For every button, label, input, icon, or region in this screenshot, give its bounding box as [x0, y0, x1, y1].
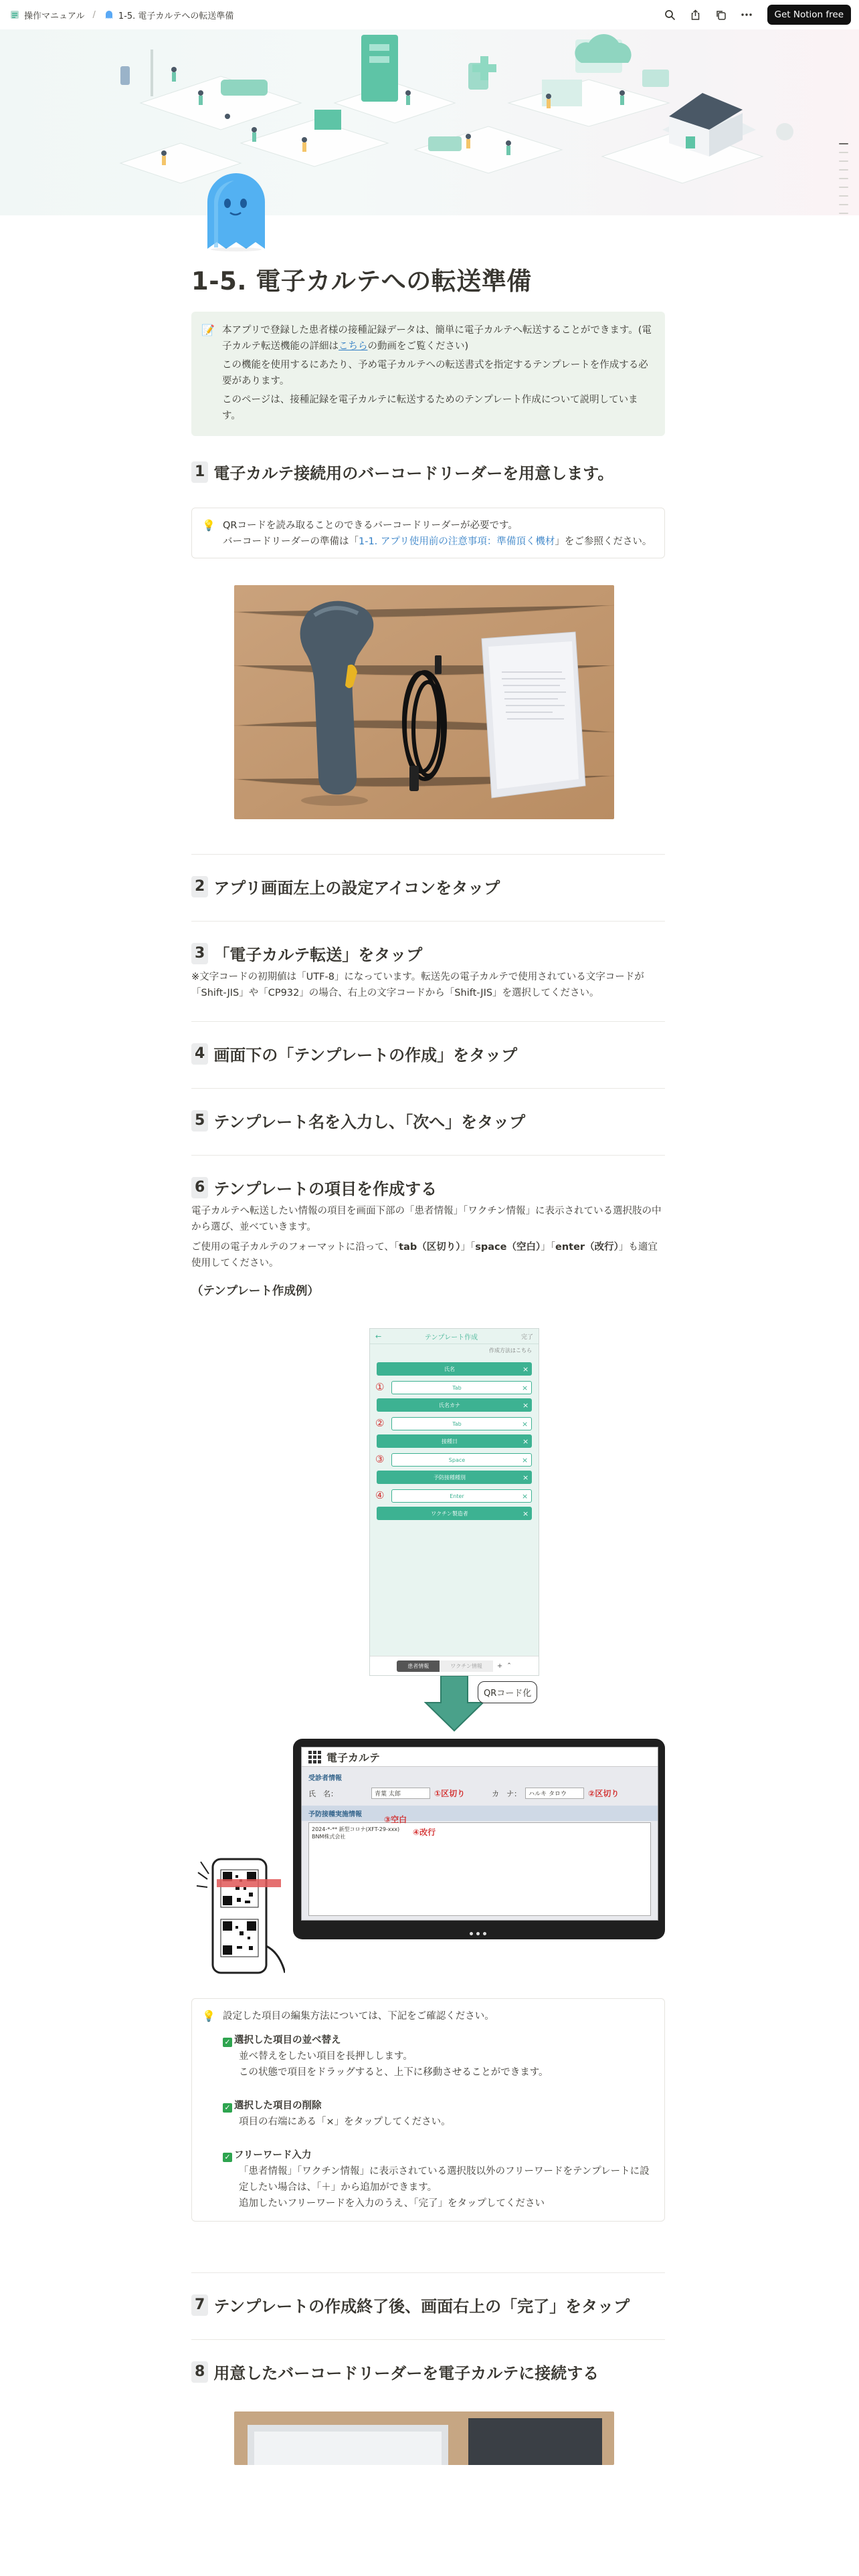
- step-2-heading: [191, 875, 665, 898]
- field-label: 接種日: [442, 1438, 458, 1444]
- more-icon[interactable]: [741, 9, 753, 21]
- field-box[interactable]: [377, 1398, 532, 1412]
- emr-title: 電子カルテ: [326, 1751, 381, 1764]
- annotation-1: ①区切り: [434, 1789, 466, 1798]
- intro-text-3: このページは、接種記録を電子カルテに転送するためのテンプレート作成について説明しています。: [222, 395, 638, 421]
- field-box[interactable]: [377, 1434, 532, 1448]
- number-badge: ③: [375, 1453, 385, 1465]
- reorder-heading: [223, 2032, 654, 2048]
- step-4-heading: [191, 1042, 665, 1065]
- barcode-note-1: QRコードを読み取ることのできるバーコードリーダーが必要です。: [223, 520, 518, 531]
- phone-title: テンプレート作成: [425, 1333, 478, 1341]
- field-item[interactable]: [374, 1434, 535, 1448]
- field-label: ワクチン製造者: [431, 1510, 468, 1517]
- equipment-link[interactable]: 1-1. アプリ使用前の注意事項：準備頂く機材: [359, 536, 555, 547]
- back-icon[interactable]: ←: [375, 1331, 382, 1341]
- para2-text: 」「: [460, 1242, 476, 1253]
- edit-help-callout: [191, 1998, 665, 2222]
- page-title: 1-5. 電子カルテへの転送準備: [191, 267, 532, 296]
- remove-icon[interactable]: ×: [522, 1364, 529, 1374]
- separator-box[interactable]: [391, 1381, 532, 1394]
- separator-label: Tab: [452, 1420, 462, 1427]
- enter-term: enter（改行）: [555, 1242, 619, 1253]
- breadcrumb-item-current[interactable]: 1-5. 電子カルテへの転送準備: [118, 11, 234, 21]
- field-label: 氏名: [444, 1366, 455, 1372]
- step-number: 6: [191, 1177, 208, 1198]
- remove-icon[interactable]: ×: [522, 1473, 529, 1482]
- remove-icon[interactable]: ×: [522, 1419, 529, 1428]
- remove-icon[interactable]: ×: [522, 1455, 529, 1465]
- barcode-note-2a: バーコードリーダーの準備は「: [223, 536, 359, 547]
- freeword-heading: [223, 2147, 654, 2163]
- intro-callout: [191, 312, 665, 436]
- step-number: 2: [191, 876, 208, 897]
- separator-box[interactable]: [391, 1417, 532, 1430]
- phone-tab-bar: [370, 1656, 539, 1675]
- number-badge: ①: [375, 1381, 385, 1393]
- field-box[interactable]: [377, 1362, 532, 1376]
- step-title: 「電子カルテ転送」をタップ: [213, 946, 423, 964]
- lightbulb-icon: 💡: [202, 2010, 215, 2022]
- emr-section-vaccination: 予防接種実施情報: [302, 1806, 658, 1821]
- space-term: space（空白）: [475, 1242, 541, 1253]
- emr-illustration: [191, 1739, 665, 1979]
- get-notion-free-button[interactable]: Get Notion free: [767, 5, 851, 25]
- name-label: 氏 名：: [308, 1789, 338, 1798]
- name-field[interactable]: 青葉 太郎: [371, 1788, 430, 1799]
- template-example-heading: （テンプレート作成例）: [191, 1285, 319, 1298]
- separator-label: Space: [448, 1457, 466, 1463]
- step-title: テンプレートの項目を作成する: [213, 1180, 438, 1198]
- step-1-callout: [191, 508, 665, 558]
- step-number: 3: [191, 943, 208, 964]
- conversion-arrow-area: [191, 1676, 665, 1732]
- kana-field[interactable]: ハルキ タロウ: [525, 1788, 584, 1799]
- intro-text-1b: の動画をご覧ください): [367, 341, 469, 352]
- barcode-reader-photo: [234, 585, 614, 819]
- step-title: 画面下の「テンプレートの作成」をタップ: [213, 1046, 518, 1065]
- reorder-line-1: 並べ替えをしたい項目を長押しします。: [239, 2051, 413, 2062]
- template-phone-screen: [369, 1328, 539, 1676]
- annotation-3: ③空白: [384, 1815, 407, 1824]
- chevron-up-icon[interactable]: ⌃: [506, 1662, 512, 1669]
- separator-item[interactable]: [374, 1489, 535, 1501]
- step-number: 1: [191, 461, 208, 483]
- down-arrow-icon: [424, 1676, 484, 1732]
- remove-icon[interactable]: ×: [522, 1436, 529, 1446]
- field-label: 氏名カナ: [439, 1402, 460, 1408]
- field-item[interactable]: [374, 1362, 535, 1376]
- separator-item[interactable]: [374, 1417, 535, 1429]
- step-number: 4: [191, 1043, 208, 1065]
- remove-icon[interactable]: ×: [522, 1400, 529, 1410]
- emr-connection-photo: [234, 2411, 614, 2465]
- emr-header: [302, 1747, 658, 1767]
- plus-icon[interactable]: +: [496, 1662, 503, 1670]
- step-1-heading: [191, 460, 665, 484]
- step-7-heading: [191, 2293, 665, 2317]
- step-title: テンプレートの作成終了後、画面右上の「完了」をタップ: [213, 2297, 630, 2316]
- check-icon: ✓: [223, 2103, 232, 2113]
- duplicate-icon[interactable]: [715, 9, 727, 21]
- page-outline-ticks[interactable]: [839, 143, 848, 215]
- step-3-heading: [191, 942, 665, 965]
- breadcrumb: [9, 9, 233, 21]
- template-items: [370, 1362, 539, 1520]
- separator-box[interactable]: [391, 1489, 532, 1503]
- step-6-paragraph-2: [191, 1239, 665, 1271]
- emr-screen: [301, 1747, 658, 1921]
- number-badge: ②: [375, 1417, 385, 1429]
- manual-page-icon: [9, 9, 20, 20]
- ghost-page-icon: [104, 9, 114, 20]
- intro-text-2: この機能を使用するにあたり、予め電子カルテへの転送書式を指定するテンプレートを作成する必要があります。: [222, 360, 648, 387]
- howto-link[interactable]: 作成方法はこちら: [489, 1348, 532, 1354]
- emr-section-patient: 受診者情報: [308, 1775, 342, 1782]
- tab-patient-info[interactable]: 患者情報: [397, 1660, 440, 1672]
- intro-text-1a: 本アプリで登録した患者様の接種記録データは、簡単に電子カルテへ転送することができます。(電子カルテ転送機能の詳細は: [222, 325, 652, 352]
- share-icon[interactable]: [690, 9, 702, 21]
- tablet-home-dots: [470, 1932, 486, 1935]
- reorder-line-2: この状態で項目をドラッグすると、上下に移動させることができます。: [239, 2067, 549, 2078]
- remove-icon[interactable]: ×: [522, 1509, 529, 1518]
- lightbulb-icon: 💡: [202, 519, 215, 532]
- remove-icon[interactable]: ×: [522, 1383, 529, 1392]
- step-6-heading: [191, 1176, 665, 1199]
- annotation-4: ④改行: [413, 1828, 436, 1837]
- encoding-note: ※文字コードの初期値は「UTF-8」になっています。転送先の電子カルテで使用されている文字コードが「Shift-JIS」や「CP932」の場合、右上の文字コードから「Shift-JIS」を選択してください。: [191, 972, 644, 998]
- qr-phone-icon: [191, 1852, 285, 1979]
- page-content: [191, 254, 665, 2465]
- barcode-note-2b: 」をご参照ください。: [555, 536, 652, 547]
- top-bar: [0, 0, 859, 29]
- check-icon: ✓: [223, 2038, 232, 2047]
- emr-record-box[interactable]: [308, 1815, 651, 1916]
- reorder-title: 選択した項目の並べ替え: [234, 2035, 341, 2046]
- phone-header: [370, 1329, 539, 1344]
- breadcrumb-item-manual[interactable]: 操作マニュアル: [24, 11, 85, 21]
- record-line-1: 2024-*-** 新型コロナ(XFT-29-xxx): [312, 1826, 400, 1832]
- search-icon[interactable]: [664, 9, 676, 21]
- annotation-2: ②区切り: [588, 1789, 619, 1798]
- qr-code-label: QRコード化: [478, 1681, 537, 1703]
- field-box[interactable]: [377, 1507, 532, 1520]
- delete-title: 選択した項目の削除: [234, 2101, 322, 2111]
- separator-item[interactable]: [374, 1381, 535, 1393]
- record-line-2: BNM株式会社: [312, 1834, 346, 1840]
- memo-icon: 📝: [201, 324, 215, 336]
- video-link[interactable]: こちら: [339, 341, 368, 352]
- para2-text: 」も適宜使用してください。: [191, 1242, 658, 1269]
- separator-label: Tab: [452, 1384, 462, 1391]
- step-title: 用意したバーコードリーダーを電子カルテに接続する: [213, 2364, 599, 2383]
- step-8-heading: [191, 2360, 665, 2383]
- freeword-line-1: 「患者情報」「ワクチン情報」に表示されている選択肢以外のフリーワードをテンプレートに設定したい場合は、「＋」から追加ができます。: [239, 2166, 650, 2193]
- separator-box[interactable]: [391, 1453, 532, 1467]
- step-title: テンプレート名を入力し、「次へ」をタップ: [213, 1113, 526, 1132]
- step-number: 5: [191, 1110, 208, 1132]
- step-6-paragraph-1: 電子カルテへ転送したい情報の項目を画面下部の「患者情報」「ワクチン情報」に表示されている選択肢の中から選び、並べていきます。: [191, 1206, 662, 1232]
- ghost-page-icon: [201, 169, 272, 251]
- step-5-heading: [191, 1109, 665, 1132]
- grid-menu-icon[interactable]: [308, 1751, 321, 1763]
- step-number: 7: [191, 2294, 208, 2316]
- para2-text: 」「: [541, 1242, 555, 1253]
- emr-name-row: [308, 1788, 651, 1799]
- step-title: 電子カルテ接続用のバーコードリーダーを用意します。: [213, 464, 614, 483]
- field-label: 予防接種種別: [434, 1474, 466, 1481]
- remove-icon[interactable]: ×: [522, 1491, 529, 1501]
- cover-image: [0, 29, 859, 215]
- number-badge: ④: [375, 1489, 385, 1501]
- delete-heading: [223, 2098, 654, 2114]
- field-item[interactable]: [374, 1471, 535, 1484]
- tab-vaccine-info[interactable]: ワクチン情報: [440, 1660, 493, 1672]
- top-actions: [664, 5, 851, 25]
- breadcrumb-separator: /: [92, 9, 96, 20]
- step-number: 8: [191, 2361, 208, 2383]
- field-item[interactable]: [374, 1398, 535, 1412]
- field-box[interactable]: [377, 1471, 532, 1484]
- separator-label: Enter: [450, 1493, 464, 1499]
- freeword-line-2: 追加したいフリーワードを入力のうえ、「完了」をタップしてください: [239, 2198, 545, 2209]
- step-title: アプリ画面左上の設定アイコンをタップ: [213, 879, 500, 897]
- separator-item[interactable]: [374, 1453, 535, 1465]
- tab-term: tab（区切り）: [399, 1242, 461, 1253]
- done-button[interactable]: 完了: [520, 1333, 533, 1341]
- kana-label: カ ナ：: [492, 1789, 522, 1798]
- field-item[interactable]: [374, 1507, 535, 1520]
- check-icon: ✓: [223, 2153, 232, 2162]
- edit-intro: 設定した項目の編集方法については、下記をご確認ください。: [223, 2011, 494, 2022]
- delete-line-1: 項目の右端にある「×」をタップしてください。: [239, 2117, 451, 2127]
- emr-tablet: [293, 1739, 665, 1939]
- freeword-title: フリーワード入力: [234, 2150, 312, 2161]
- para2-text: ご使用の電子カルテのフォーマットに沿って、「: [191, 1242, 399, 1253]
